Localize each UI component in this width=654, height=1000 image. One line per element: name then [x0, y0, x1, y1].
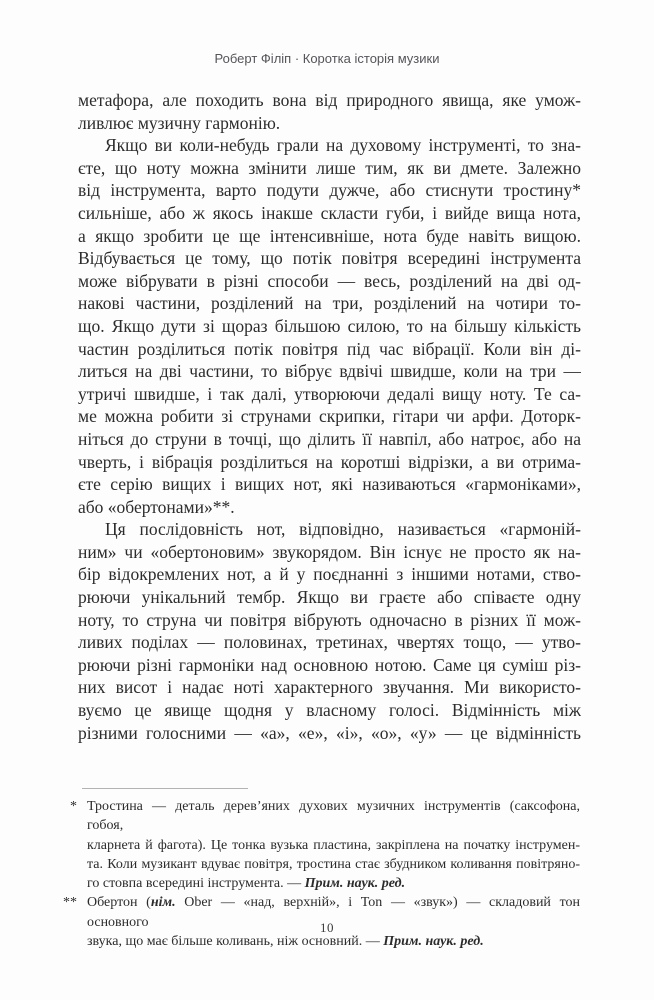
body-line: чверть, і вібрація розділиться на коротші відрізки, а ви отрима- [78, 451, 581, 472]
body-line: а якщо зробити це ще інтенсивніше, нота буде навіть вищою. [78, 225, 581, 246]
body-line: ме можна робити зі струнами скрипки, гітари чи арфи. Доторк- [78, 406, 581, 427]
body-line: них висот і надає ноті характерного звучання. Ми використо- [78, 677, 581, 698]
editor-note-label: Прим. наук. ред. [304, 876, 406, 892]
language-label: нім. [150, 895, 176, 911]
body-line: метафора, але походить вона від природного явища, яке умож- [78, 90, 581, 110]
body-line: від інструмента, варто подути дужче, або стиснути тростину* [78, 180, 581, 201]
footnote-line: кларнета й фагота). Це тонка вузька пластина, закріплена на початку інструмен- [87, 837, 580, 853]
body-line: ноту, то струна чи повітря вібрують одночасно в різних її мож- [78, 609, 581, 630]
footnote-line: та. Коли музикант вдуває повітря, тростина стає збудником коливання повітряно- [87, 856, 580, 872]
body-line: накові частини, розділений на три, розділений на чотири то- [78, 293, 581, 314]
editor-note-label: Прим. наук. ред. [383, 934, 484, 950]
body-line: єте, що ноту можна змінити лише тим, як ви дмете. Залежно [78, 157, 581, 178]
body-line: ним» чи «обертоновим» звукорядом. Він існує не просто як на- [78, 541, 581, 562]
footnote-marker: * [70, 799, 77, 814]
body-line: Ця послідовність нот, відповідно, називається «гармоній- [105, 519, 581, 540]
body-text-block [78, 89, 581, 744]
body-line: рюючи унікальний тембр. Якщо ви граєте або співаєте одну [78, 587, 581, 608]
body-line: ливлює музичну гармонію. [78, 112, 281, 133]
body-line: може вібрувати в різні способи — весь, розділений на дві од- [78, 270, 581, 291]
footnote-text [87, 797, 580, 893]
body-line: різними голосними — «а», «е», «і», «о», «у» — це відмінність [78, 722, 581, 743]
body-line: вуємо це явище щодня у власному голосі. Відмінність між [78, 700, 581, 721]
body-line: утричі швидше, і так далі, утворюючи дедалі вищу ноту. Те са- [78, 383, 581, 404]
footnote-reed [60, 797, 580, 893]
body-line: ливих поділах — половинах, третинах, чвертях тощо, — утво- [78, 632, 581, 653]
body-line: частин розділиться потік повітря під час вібрації. Коли він ді- [78, 338, 581, 359]
body-line: рюючи різні гармоніки над основною нотою. Саме ця суміш різ- [78, 654, 581, 675]
footnote-line: Тростина — деталь дерев’яних духових музичних інструментів (саксофона, гобоя, [87, 799, 580, 834]
body-line: що. Якщо дути зі щораз більшою силою, то на більшу кількість [78, 315, 581, 336]
body-line: сильніше, або ж якось інакше скласти губи, і вийде вища нота, [78, 202, 581, 223]
body-line: бір відокремлених нот, а й у поєднанні з іншими нотами, ство- [78, 564, 581, 585]
footnote-line-text: Обертон ( [87, 895, 151, 911]
body-line: литься на дві частини, то вібрує вдвічі швидше, коли на три — [78, 361, 581, 382]
body-line: єте серію вищих і вищих нот, які називаються «гармоніками», [78, 474, 581, 495]
footnote-separator [82, 788, 248, 789]
running-header: Роберт Філіп · Коротка історія музики [214, 51, 440, 66]
page-number: 10 [320, 920, 334, 935]
body-line: або «обертонами»**. [78, 496, 235, 517]
body-line: Відбувається це тому, що потік повітря всередині інструмента [78, 248, 581, 269]
body-line: ніться до струни в точці, що ділить її навпіл, або натроє, або на [78, 428, 581, 449]
footnote-line-text: Ober — «над, верхній», і Ton — «звук») — складовий тон основного [87, 895, 580, 930]
footnote-line-text: го стовпа всередині інструмента. — [87, 876, 305, 892]
footnote-line [87, 874, 580, 893]
body-line: Якщо ви коли-небудь грали на духовому інструменті, то зна- [105, 135, 581, 156]
footnote-line-text: звука, що має більше коливань, ніж основний. — [87, 934, 384, 950]
footnote-marker: ** [63, 895, 77, 911]
